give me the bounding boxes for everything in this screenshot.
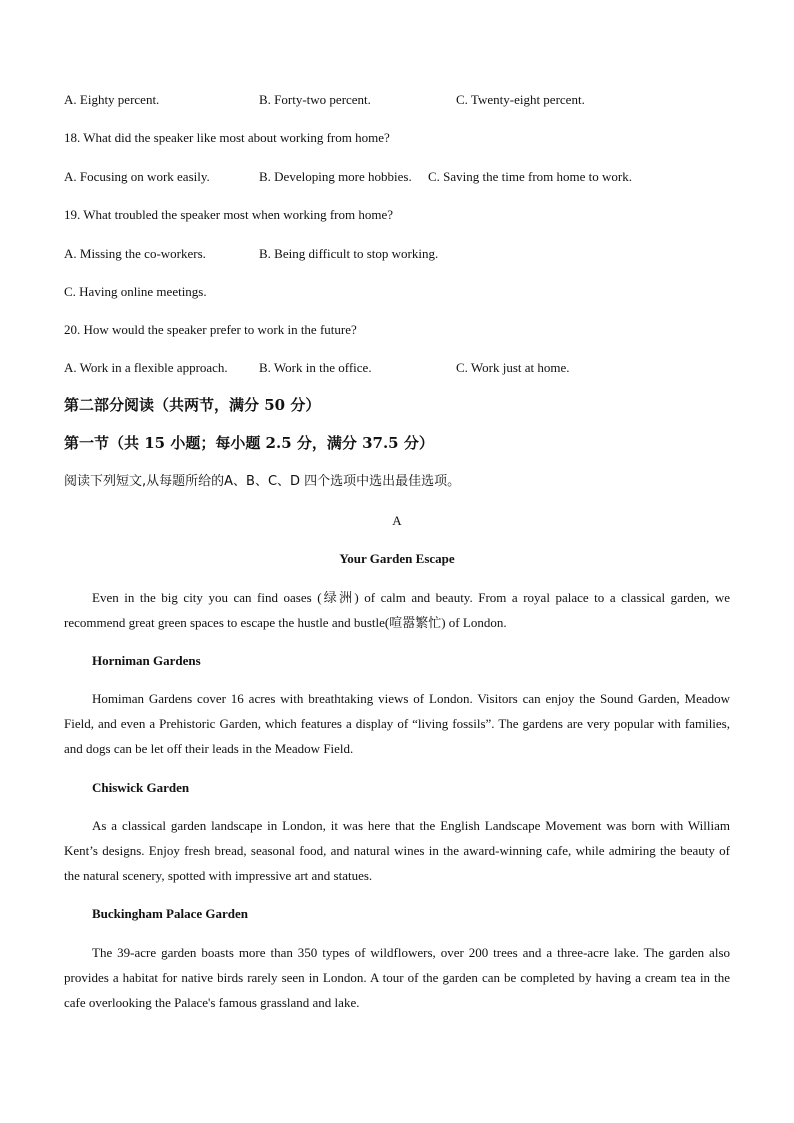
- section1-heading: 第一节（共 15 小题；每小题 2.5 分，满分 37.5 分）: [64, 434, 434, 452]
- q20-option-a: A. Work in a flexible approach.: [64, 360, 228, 375]
- q20-question: 20. How would the speaker prefer to work in the future?: [64, 322, 357, 337]
- section-heading-buckingham: Buckingham Palace Garden: [92, 906, 249, 921]
- q17-option-a: A. Eighty percent.: [64, 92, 160, 107]
- q18-option-a: A. Focusing on work easily.: [64, 169, 210, 184]
- section-text-buckingham: The 39-acre garden boasts more than 350 types of wildflowers, over 200 trees and a three-acre lake. The garden also provides a habitat for native birds rarely seen in London. A tour of the garden can be completed by having a cream tea in the cafe overlooking the Palace's famous grassland and lake.: [64, 945, 730, 1010]
- section-text-chiswick: As a classical garden landscape in London, it was here that the English Landscape Movement was born with William Kent’s designs. Enjoy fresh bread, seasonal food, and natural wines in the award-winning cafe, while admiring the beauty of the natural scenery, spotted with impressive art and statues.: [64, 818, 730, 883]
- section-heading-chiswick: Chiswick Garden: [92, 780, 190, 795]
- passage-title: Your Garden Escape: [339, 551, 455, 566]
- q17-option-c: C. Twenty-eight percent.: [456, 92, 585, 107]
- q19-option-b: B. Being difficult to stop working.: [259, 246, 439, 261]
- section-heading-horniman: Horniman Gardens: [92, 653, 201, 668]
- q19-option-c: C. Having online meetings.: [64, 284, 207, 299]
- q20-option-b: B. Work in the office.: [259, 360, 372, 375]
- q18-option-b: B. Developing more hobbies.: [259, 169, 412, 184]
- passage-label: A: [392, 513, 402, 528]
- q18-question: 18. What did the speaker like most about working from home?: [64, 130, 390, 145]
- reading-instructions: 阅读下列短文,从每题所给的A、B、C、D 四个选项中选出最佳选项。: [64, 474, 461, 489]
- q20-option-c: C. Work just at home.: [456, 360, 570, 375]
- q19-question: 19. What troubled the speaker most when working from home?: [64, 207, 394, 222]
- passage-intro: Even in the big city you can find oases (绿洲) of calm and beauty. From a royal palace to a classical garden, we recommend great green spaces to escape the hustle and bustle(喧嚣繁忙) of London.: [64, 590, 730, 630]
- q19-option-a: A. Missing the co-workers.: [64, 246, 206, 261]
- q18-option-c: C. Saving the time from home to work.: [428, 169, 633, 184]
- section-text-horniman: Homiman Gardens cover 16 acres with breathtaking views of London. Visitors can enjoy the Sound Garden, Meadow Field, and even a Prehistoric Garden, which features a display of “living fossils”. The gardens are very popular with families, and dogs can be let off their leads in the Meadow Field.: [64, 691, 730, 756]
- part2-heading: 第二部分阅读（共两节，满分 50 分）: [64, 396, 321, 414]
- q17-option-b: B. Forty-two percent.: [259, 92, 371, 107]
